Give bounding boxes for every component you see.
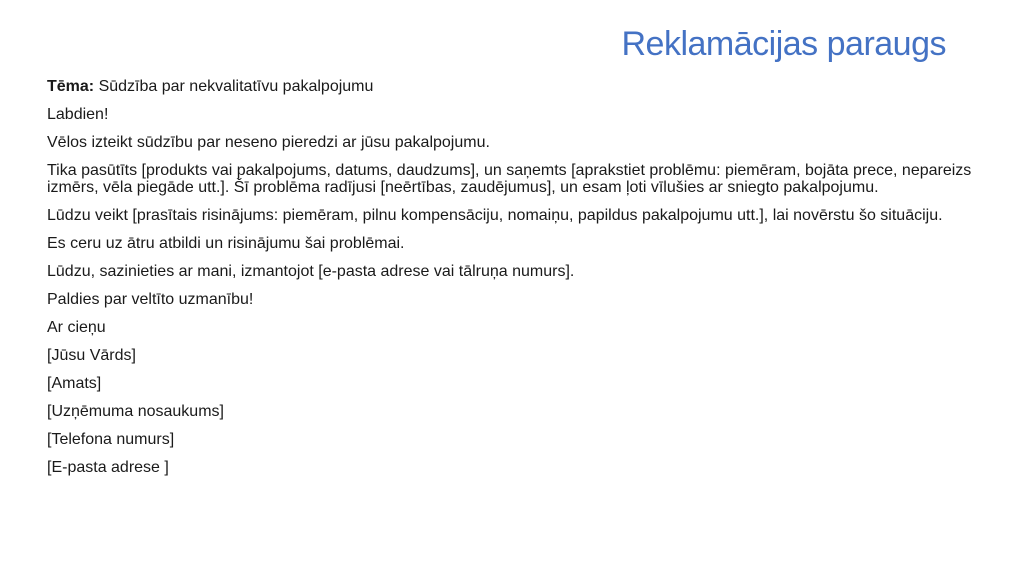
signature-name: [Jūsu Vārds]	[47, 347, 136, 364]
signature-phone: [Telefona numurs]	[47, 431, 175, 448]
closing: Ar cieņu	[47, 319, 106, 336]
signature-company: [Uzņēmuma nosaukums]	[47, 403, 224, 420]
slide-title: Reklamācijas paraugs	[621, 25, 946, 63]
letter-body	[47, 78, 992, 487]
greeting: Labdien!	[47, 106, 109, 123]
thanks-paragraph: Paldies par veltīto uzmanību!	[47, 291, 254, 308]
contact-paragraph: Lūdzu, sazinieties ar mani, izmantojot [e-pasta adrese vai tālruņa numurs].	[47, 263, 575, 280]
signature-email: [E-pasta adrese ]	[47, 459, 169, 476]
subject-text: Sūdzība par nekvalitatīvu pakalpojumu	[94, 78, 374, 95]
hope-paragraph: Es ceru uz ātru atbildi un risinājumu šai problēmai.	[47, 235, 405, 252]
intro-paragraph: Vēlos izteikt sūdzību par neseno pieredzi ar jūsu pakalpojumu.	[47, 134, 490, 151]
signature-position: [Amats]	[47, 375, 102, 392]
request-paragraph: Lūdzu veikt [prasītais risinājums: piemēram, pilnu kompensāciju, nomaiņu, papildus pakalpojumu utt.], lai novērstu šo situāciju.	[47, 207, 943, 224]
subject-line	[47, 78, 992, 95]
problem-paragraph: Tika pasūtīts [produkts vai pakalpojums, datums, daudzums], un saņemts [aprakstiet problēmu: piemēram, bojāta prece, nepareizs izmērs, vēla piegāde utt.]. Šī problēma radījusi [neērtības, zaudējumus], un esam ļoti vīlušies ar sniegto pakalpojumu.	[47, 162, 972, 196]
subject-label: Tēma:	[47, 78, 95, 95]
